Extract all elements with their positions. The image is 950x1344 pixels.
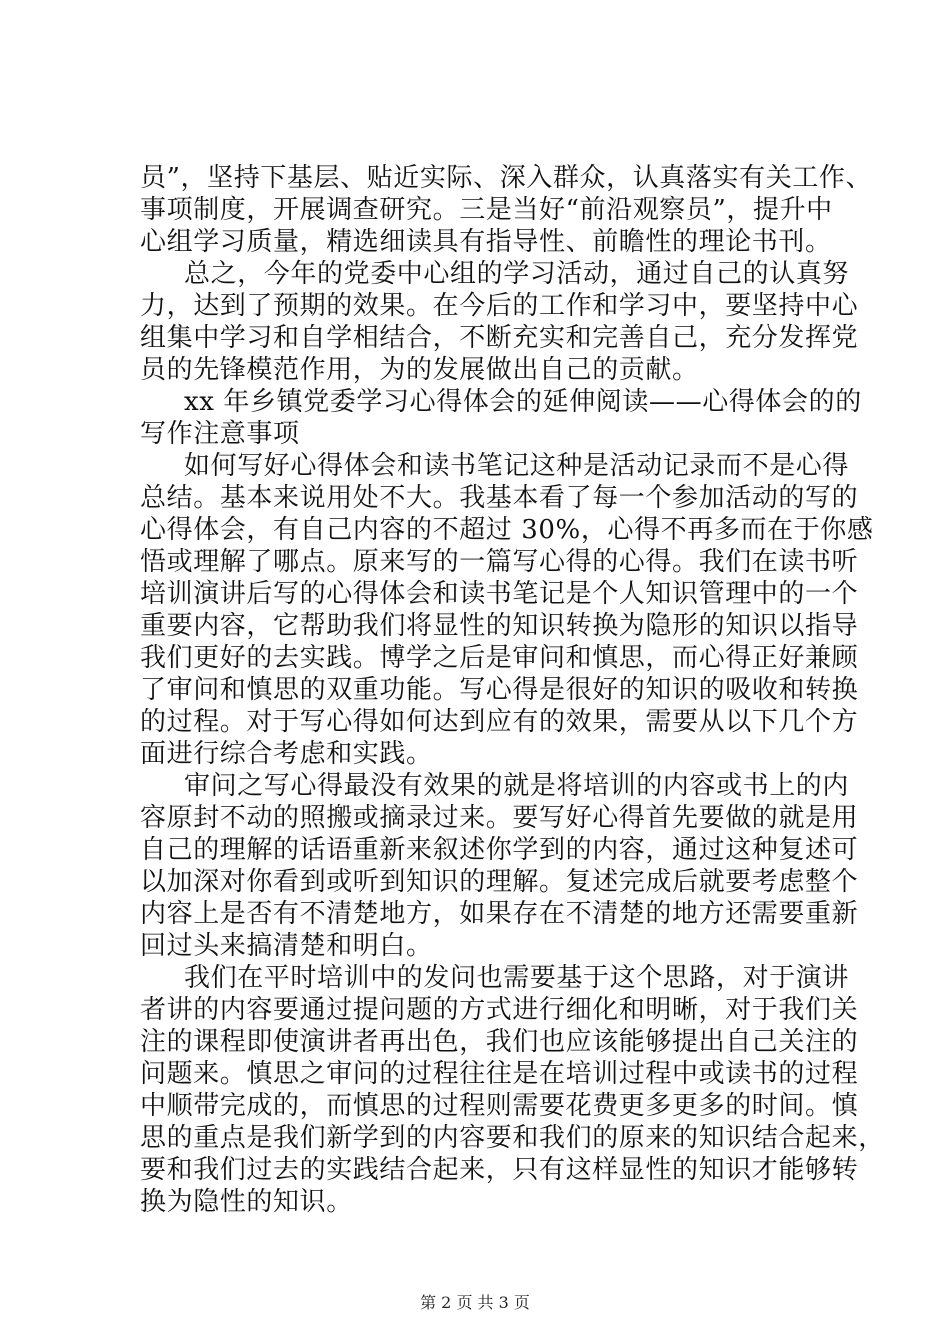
text-line: 自己的理解的话语重新来叙述你学到的内容，通过这种复述可	[140, 835, 859, 865]
text-line: 了审问和慎思的双重功能。写心得是很好的知识的吸收和转换	[140, 675, 859, 705]
text-line: 员的先锋模范作用，为的发展做出自己的贡献。	[140, 355, 699, 385]
text-line: 总之，今年的党委中心组的学习活动，通过自己的认真努	[184, 259, 850, 289]
text-line: 事项制度，开展调查研究。三是当好“前沿观察员”，提升中	[140, 195, 833, 225]
text-line: 写作注意事项	[140, 419, 300, 449]
text-line: 重要内容，它帮助我们将显性的知识转换为隐形的知识以指导	[140, 611, 859, 641]
text-line: 力，达到了预期的效果。在今后的工作和学习中，要坚持中心	[140, 291, 859, 321]
text-line: 思的重点是我们新学到的内容要和我们的原来的知识结合起来，	[140, 1123, 885, 1153]
page-footer: 第 2 页 共 3 页	[420, 1293, 530, 1312]
paragraph	[140, 258, 859, 386]
document-body	[140, 162, 885, 1218]
section-heading	[140, 386, 862, 450]
text-line: 问题来。慎思之审问的过程往往是在培训过程中或读书的过程	[140, 1059, 859, 1089]
text-line: 我们在平时培训中的发问也需要基于这个思路，对于演讲	[184, 963, 850, 993]
text-line: 培训演讲后写的心得体会和读书笔记是个人知识管理中的一个	[140, 579, 859, 609]
text-line: 要和我们过去的实践结合起来，只有这样显性的知识才能够转	[140, 1155, 859, 1185]
text-line: 心得体会，有自己内容的不超过 30%，心得不再多而在于你感	[140, 515, 874, 545]
text-line: xx 年乡镇党委学习心得体会的延伸阅读——心得体会的的	[184, 387, 862, 417]
paragraph	[140, 962, 885, 1218]
text-line: 注的课程即使演讲者再出色，我们也应该能够提出自己关注的	[140, 1027, 859, 1057]
text-line: 员”，坚持下基层、贴近实际、深入群众，认真落实有关工作、	[140, 163, 873, 193]
text-line: 者讲的内容要通过提问题的方式进行细化和明晰，对于我们关	[140, 995, 859, 1025]
paragraph	[140, 450, 874, 770]
text-line: 总结。基本来说用处不大。我基本看了每一个参加活动的写的	[140, 483, 859, 513]
text-line: 面进行综合考虑和实践。	[140, 739, 433, 769]
paragraph	[140, 162, 873, 258]
text-line: 容原封不动的照搬或摘录过来。要写好心得首先要做的就是用	[140, 803, 859, 833]
text-line: 审问之写心得最没有效果的就是将培训的内容或书上的内	[184, 771, 850, 801]
text-line: 我们更好的去实践。博学之后是审问和慎思，而心得正好兼顾	[140, 643, 859, 673]
text-line: 心组学习质量，精选细读具有指导性、前瞻性的理论书刊。	[140, 227, 832, 257]
text-line: 回过头来搞清楚和明白。	[140, 931, 433, 961]
text-line: 中顺带完成的，而慎思的过程则需要花费更多更多的时间。慎	[140, 1091, 859, 1121]
text-line: 如何写好心得体会和读书笔记这种是活动记录而不是心得	[184, 451, 850, 481]
text-line: 的过程。对于写心得如何达到应有的效果，需要从以下几个方	[140, 707, 859, 737]
text-line: 换为隐性的知识。	[140, 1187, 353, 1217]
text-line: 组集中学习和自学相结合，不断充实和完善自己，充分发挥党	[140, 323, 859, 353]
text-line: 悟或理解了哪点。原来写的一篇写心得的心得。我们在读书听	[140, 547, 859, 577]
text-line: 内容上是否有不清楚地方，如果存在不清楚的地方还需要重新	[140, 899, 859, 929]
text-line: 以加深对你看到或听到知识的理解。复述完成后就要考虑整个	[140, 867, 859, 897]
paragraph	[140, 770, 859, 962]
